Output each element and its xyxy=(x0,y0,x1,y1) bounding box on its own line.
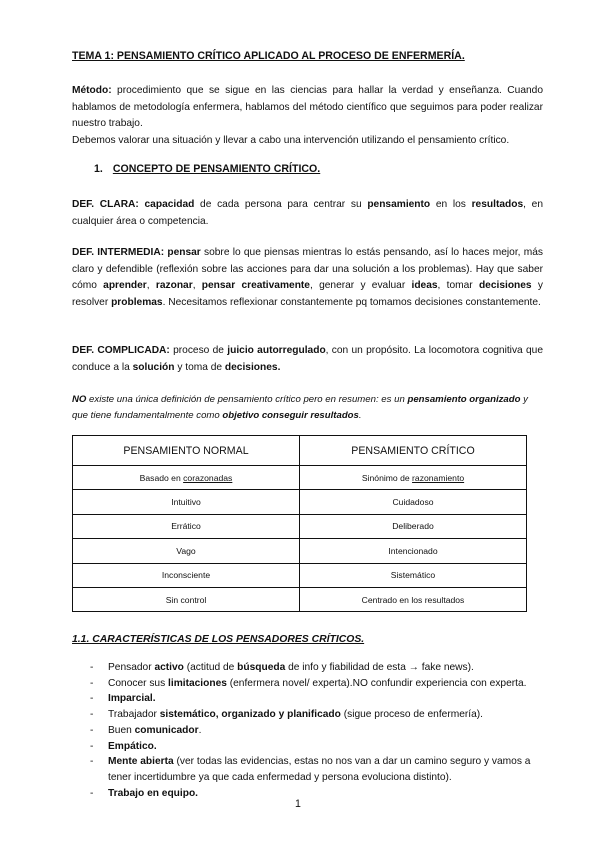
def-complicada-paragraph: DEF. COMPLICADA: proceso de juicio autorregulado, con un propósito. La locomotora cognitiva que conduce a la solución y toma de decisiones. xyxy=(72,345,543,373)
list-item: - Mente abierta (ver todas las evidencias, estas no nos van a dar un camino seguro y vamos a tener incertidumbre ya que cada enfermedad y persona evoluciona distinto). xyxy=(90,756,531,783)
section-number: 1. xyxy=(94,163,103,175)
table-cell: Cuidadoso xyxy=(300,490,527,514)
table-cell: Intencionado xyxy=(300,539,527,563)
table-row xyxy=(73,539,527,563)
table-cell: Errático xyxy=(73,514,300,538)
header-critico: PENSAMIENTO CRÍTICO xyxy=(300,436,527,466)
table-row xyxy=(73,514,527,538)
def-clara-label: DEF. CLARA: xyxy=(72,199,139,210)
table-cell: Deliberado xyxy=(300,514,527,538)
comparison-table xyxy=(72,435,527,612)
characteristics-list xyxy=(90,660,546,801)
table-cell: Sistemático xyxy=(300,563,527,587)
table-cell: Basado en corazonadas xyxy=(73,466,300,490)
table-cell: Vago xyxy=(73,539,300,563)
table-row xyxy=(73,563,527,587)
table-cell: Inconsciente xyxy=(73,563,300,587)
page-number: 1 xyxy=(295,798,301,810)
section-label: CONCEPTO DE PENSAMIENTO CRÍTICO. xyxy=(112,163,321,175)
table-cell: Sinónimo de razonamiento xyxy=(300,466,527,490)
table-header-row xyxy=(73,436,527,466)
list-item: - Trabajo en equipo. xyxy=(90,787,199,799)
subsection-heading: 1.1. CARACTERÍSTICAS DE LOS PENSADORES CRÍTICOS. xyxy=(72,634,365,645)
summary-note: NO existe una única definición de pensamiento crítico pero en resumen: es un pensamiento organizado y que tiene fundamentalmente como objetivo conseguir resultados. xyxy=(72,394,528,421)
table-row xyxy=(73,466,527,490)
list-item: - Empático. xyxy=(90,740,157,752)
def-intermedia-paragraph: DEF. INTERMEDIA: pensar sobre lo que piensas mientras lo estás pensando, así lo haces mejor, más claro y defendible (reflexión sobre las acciones para dar una solución a los problemas). Hay que saber cómo aprender, razonar, pensar creativamente, generar y evaluar ideas, tomar decisiones y resolver problemas. Necesitamos reflexionar constantemente pq tomamos decisiones constantemente. xyxy=(72,247,543,308)
table-cell: Intuitivo xyxy=(73,490,300,514)
list-item: - Imparcial. xyxy=(90,693,156,705)
metodo-label: Método: xyxy=(72,85,112,96)
def-intermedia-label: DEF. INTERMEDIA: xyxy=(72,247,165,258)
list-item: - Trabajador sistemático, organizado y planificado (sigue proceso de enfermería). xyxy=(90,709,484,721)
table-cell: Centrado en los resultados xyxy=(300,587,527,611)
intro-line-2: Debemos valorar una situación y llevar a cabo una intervención utilizando el pensamiento crítico. xyxy=(72,134,510,146)
metodo-text: procedimiento que se sigue en las ciencias para hallar la verdad y enseñanza. Cuando hablamos de metodología enfermera, hablamos del método científico que seguimos para poder realizar nuestro trabajo. xyxy=(72,85,543,129)
document-title: TEMA 1: PENSAMIENTO CRÍTICO APLICADO AL PROCESO DE ENFERMERÍA. xyxy=(72,50,465,62)
def-complicada-label: DEF. COMPLICADA: xyxy=(72,345,170,356)
list-item: - Buen comunicador. xyxy=(90,724,202,736)
section-heading-1 xyxy=(94,163,320,175)
header-normal: PENSAMIENTO NORMAL xyxy=(73,436,300,466)
table-row xyxy=(73,587,527,611)
def-clara-paragraph: DEF. CLARA: capacidad de cada persona para centrar su pensamiento en los resultados, en cualquier área o competencia. xyxy=(72,199,543,227)
table-row xyxy=(73,490,527,514)
list-item: - Pensador activo (actitud de búsqueda de info y fiabilidad de esta → fake news). xyxy=(90,662,474,673)
intro-paragraph xyxy=(72,83,543,149)
list-item: - Conocer sus limitaciones (enfermera novel/ experta).NO confundir experiencia con experta. xyxy=(90,677,527,689)
table-cell: Sin control xyxy=(73,587,300,611)
